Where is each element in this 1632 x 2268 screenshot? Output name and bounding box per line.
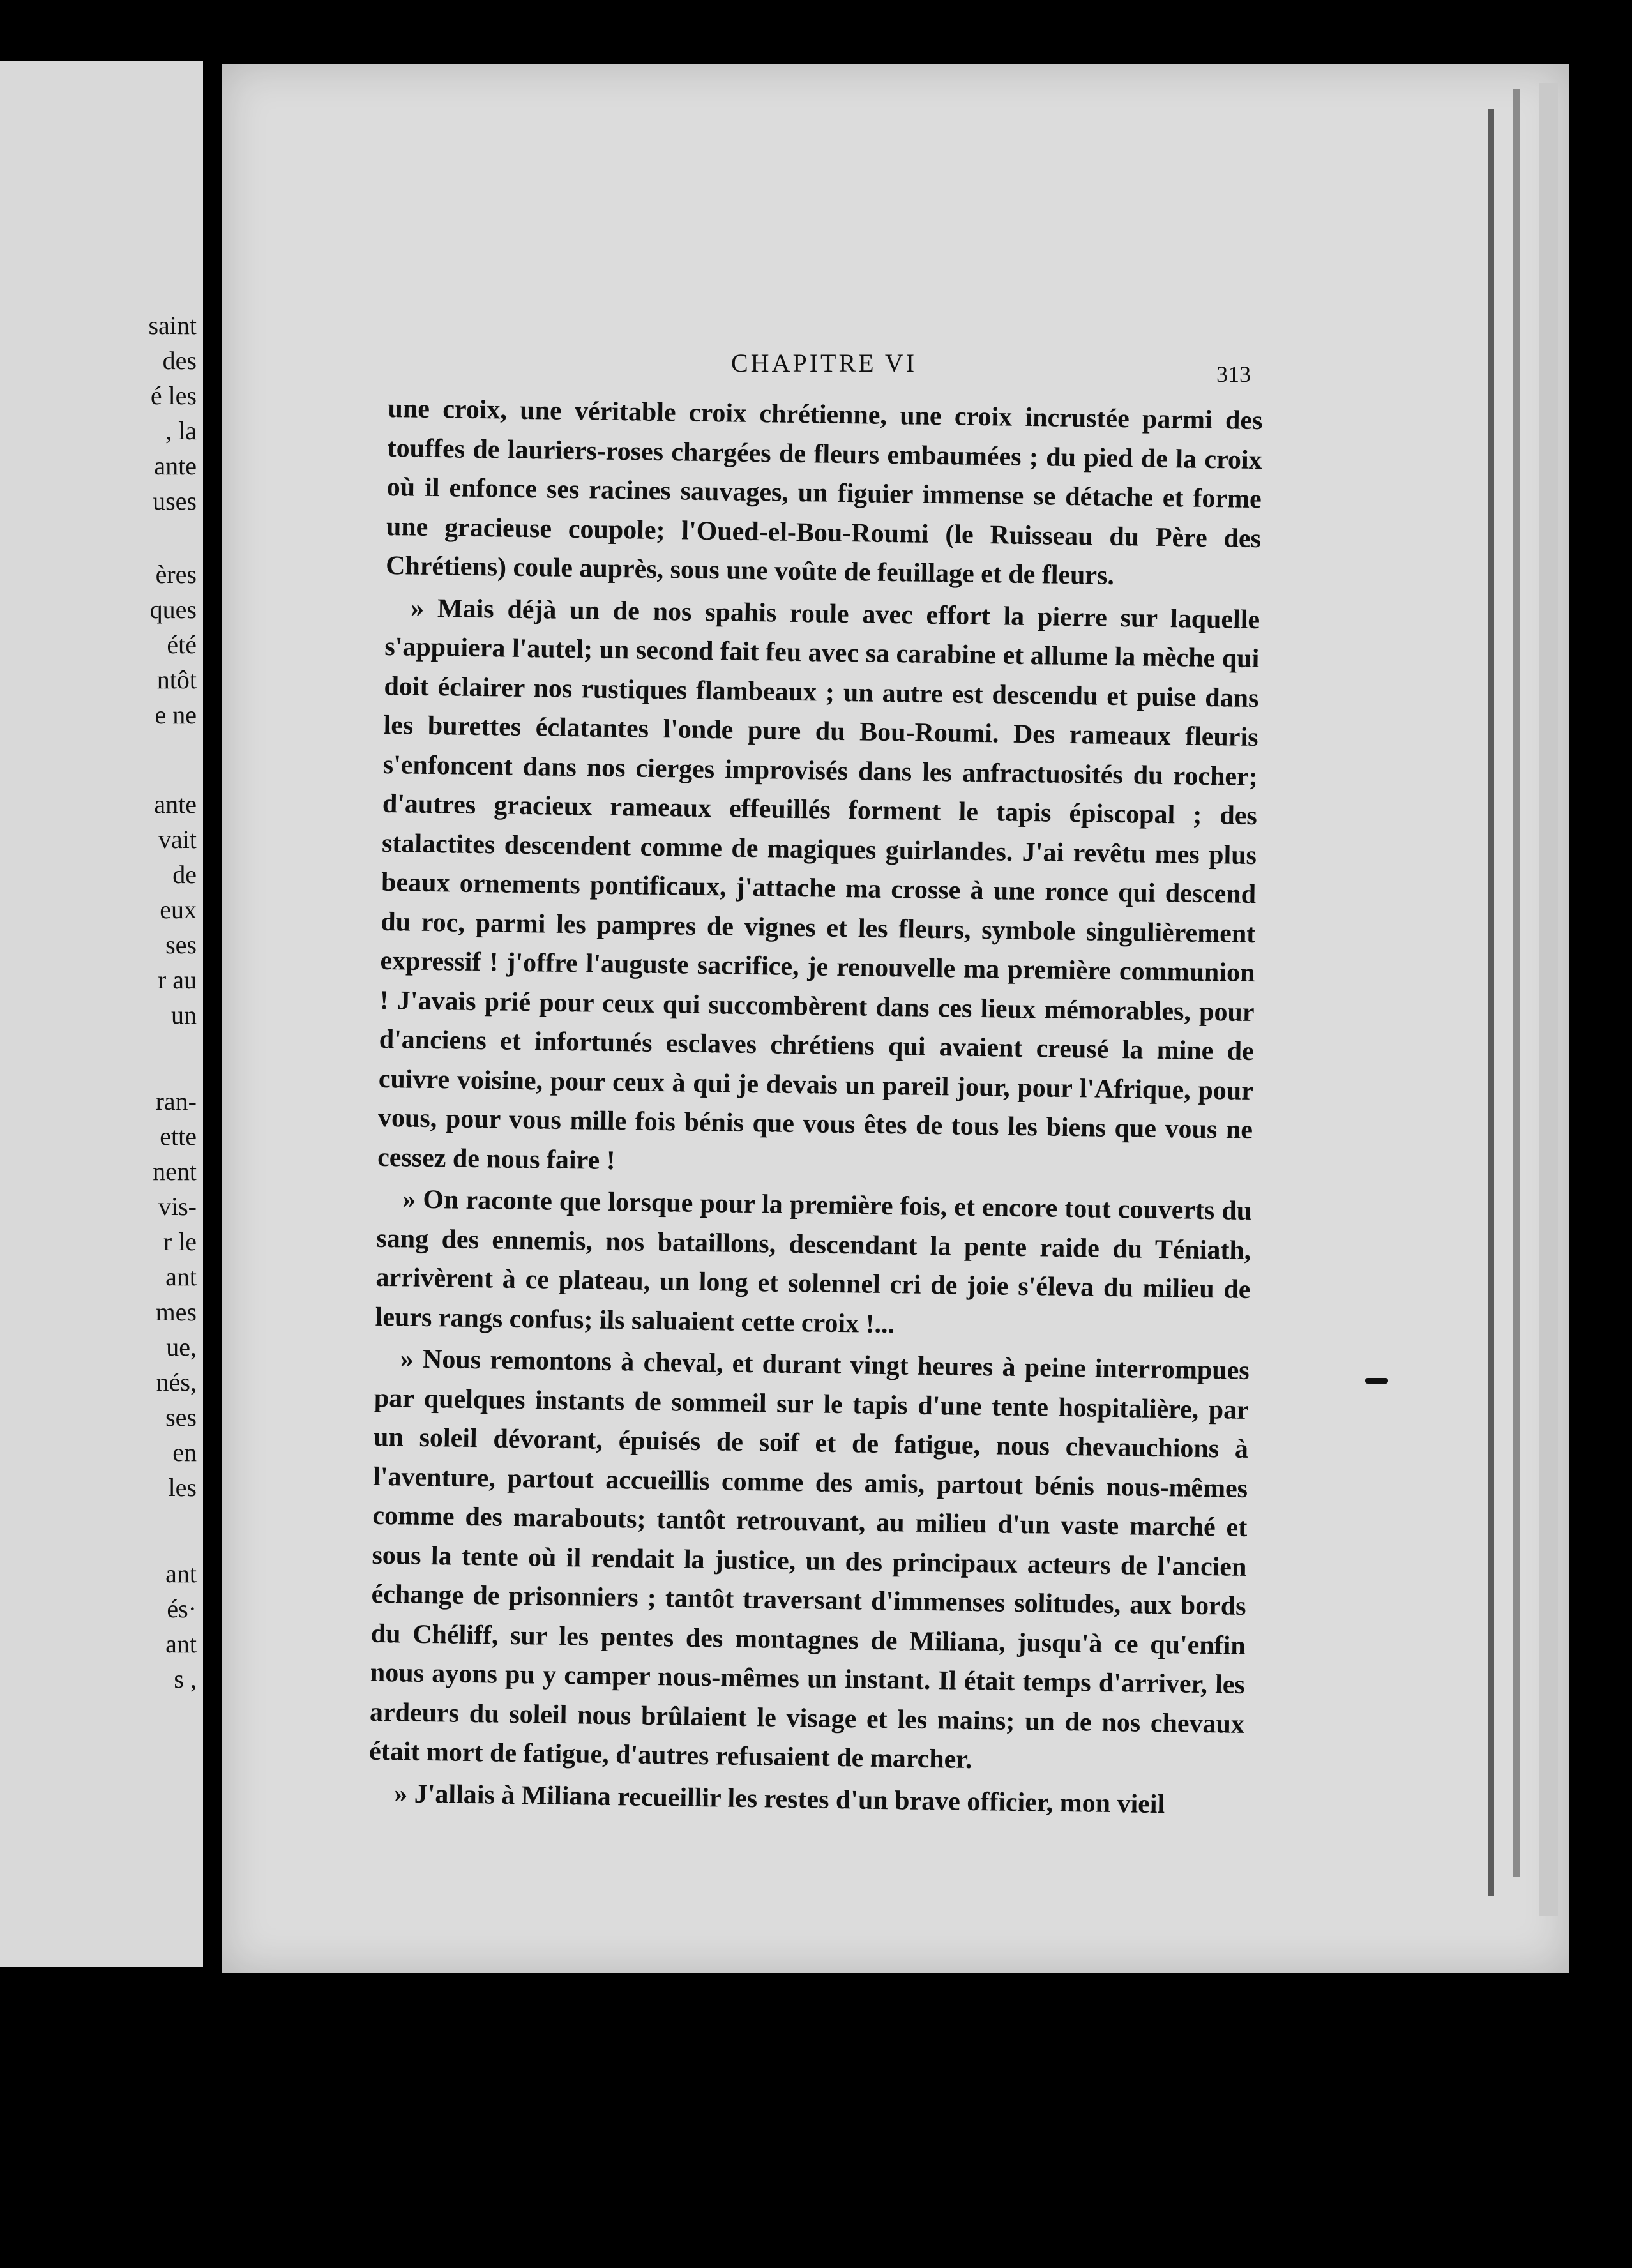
facing-page-line-fragment: des: [162, 346, 197, 375]
paragraph: » Mais déjà un de nos spahis roule avec effort la pierre sur laquelle s'appuiera l'autel; un second fait feu avec sa carabine et allume la mèche qui doit éclairer nos rustiques flambeaux ; un autre est descendu et puise dans les burettes éclatantes l'onde pure du Bou-Roumi. Des rameaux fleuris s'enfoncent dans nos cierges improvisés dans les anfractuosités du rocher; d'autres gracieux rameaux effeuillés forment le tapis épiscopal ; des stalactites descendent comme de magiques guirlandes. J'ai revêtu mes plus beaux ornements pontificaux, j'attache ma crosse à une ronce qui descend du roc, parmi les pampres de vignes et les fleurs, symbole singulièrement expressif ! j'offre l'auguste sacrifice, je renouvelle ma première communion ! J'avais prié pour ceux qui succombèrent dans ces lieux mémorables, pour d'anciens et infortunés esclaves chrétiens qui avaient creusé la mine de cuivre voisine, pour ceux à qui je devais un pareil jour, pour l'Afrique, pour vous, pour vous mille fois bénis que vous êtes de tous les biens que vous ne cessez de nous faire !: [377, 593, 1260, 1176]
facing-page-line-fragment: vait: [158, 825, 197, 854]
facing-page-line-fragment: mes: [155, 1297, 197, 1326]
body-text: [368, 389, 1263, 1826]
page-edge: [1488, 109, 1494, 1896]
page-edge: [1513, 89, 1520, 1877]
running-title: CHAPITRE VI: [731, 349, 918, 377]
facing-page-left: [0, 61, 203, 1967]
paragraph: » J'allais à Miliana recueillir les restes d'un brave officier, mon vieil: [393, 1778, 1165, 1819]
facing-page-line-fragment: en: [172, 1438, 197, 1467]
facing-page-line-fragment: e ne: [155, 700, 197, 729]
facing-page-line-fragment: nent: [153, 1157, 197, 1186]
paragraph: » Nous remontons à cheval, et durant vingt heures à peine interrompues par quelques instants de sommeil sur le tapis d'une tente hospitalière, par un soleil dévorant, épuisés de soif et de fatigue, nous chevauchions à l'aventure, partout accueillis comme des amis, partout bénis nous-mêmes comme des marabouts; tantôt retrouvant, au milieu d'un vaste marché et sous la tente où il rendait la justice, un des principaux acteurs de l'ancien échange de prisonniers ; tantôt traversant d'immenses solitudes, aux bords du Chéliff, sur les pentes des montagnes de Miliana, jusqu'à ce qu'enfin nous ayons pu y camper nous-mêmes un instant. Il était temps d'arriver, les ardeurs du soleil nous brûlaient le visage et les mains; un de nos chevaux était mort de fatigue, d'autres refusaient de marcher.: [368, 1344, 1250, 1774]
facing-page-line-fragment: és·: [167, 1594, 197, 1623]
facing-page-line-fragment: ques: [149, 595, 197, 624]
facing-page-line-fragment: s ,: [174, 1665, 197, 1693]
facing-page-line-fragment: ante: [154, 451, 197, 480]
facing-page-line-fragment: eux: [160, 895, 197, 924]
page-number: 313: [1216, 361, 1251, 387]
facing-page-line-fragment: de: [172, 860, 197, 889]
facing-page-line-fragment: les: [168, 1473, 197, 1502]
facing-page-line-fragment: ran-: [155, 1087, 197, 1115]
facing-page-line-fragment: saint: [148, 311, 197, 340]
page-edge: [1539, 83, 1558, 1916]
facing-page-line-fragment: r le: [163, 1227, 197, 1256]
facing-page-line-fragment: ette: [160, 1122, 197, 1151]
facing-page-line-fragment: ue,: [166, 1333, 197, 1361]
facing-page-line-fragment: é les: [150, 381, 197, 410]
facing-page-line-fragment: été: [167, 630, 197, 659]
facing-page-line-fragment: ses: [165, 930, 197, 959]
facing-page-line-fragment: r au: [157, 965, 197, 994]
facing-page-line-fragment: , la: [165, 416, 197, 445]
ink-speck: [1365, 1378, 1388, 1384]
facing-page-line-fragment: ntôt: [156, 665, 197, 694]
facing-page-line-fragment: ant: [165, 1559, 197, 1588]
facing-page-line-fragment: un: [171, 1001, 197, 1029]
facing-page-line-fragment: nés,: [156, 1368, 197, 1396]
paragraph: une croix, une véritable croix chrétienne, une croix incrustée parmi des touffes de lauriers-roses chargées de fleurs embaumées ; du pied de la croix où il enfonce ses racines sauvages, un figuier immense se détache et forme une gracieuse coupole; l'Oued-el-Bou-Roumi (le Ruisseau du Père des Chrétiens) coule auprès, sous une voûte de feuillage et de fleurs.: [385, 393, 1263, 591]
facing-page-line-fragment: ant: [165, 1629, 197, 1658]
facing-page-line-fragment: uses: [153, 487, 197, 515]
facing-page-line-fragment: ses: [165, 1403, 197, 1432]
paragraph: » On raconte que lorsque pour la première fois, et encore tout couverts du sang des ennemis, nos bataillons, descendant la pente raide du Téniath, arrivèrent à ce plateau, un long et solennel cri de joie s'éleva du milieu de leurs rangs confus; ils saluaient cette croix !...: [375, 1184, 1252, 1339]
facing-page-line-fragment: ant: [165, 1262, 197, 1291]
facing-page-line-fragment: ères: [155, 560, 197, 589]
facing-page-line-fragment: vis-: [158, 1192, 197, 1221]
facing-page-line-fragment: ante: [154, 790, 197, 819]
